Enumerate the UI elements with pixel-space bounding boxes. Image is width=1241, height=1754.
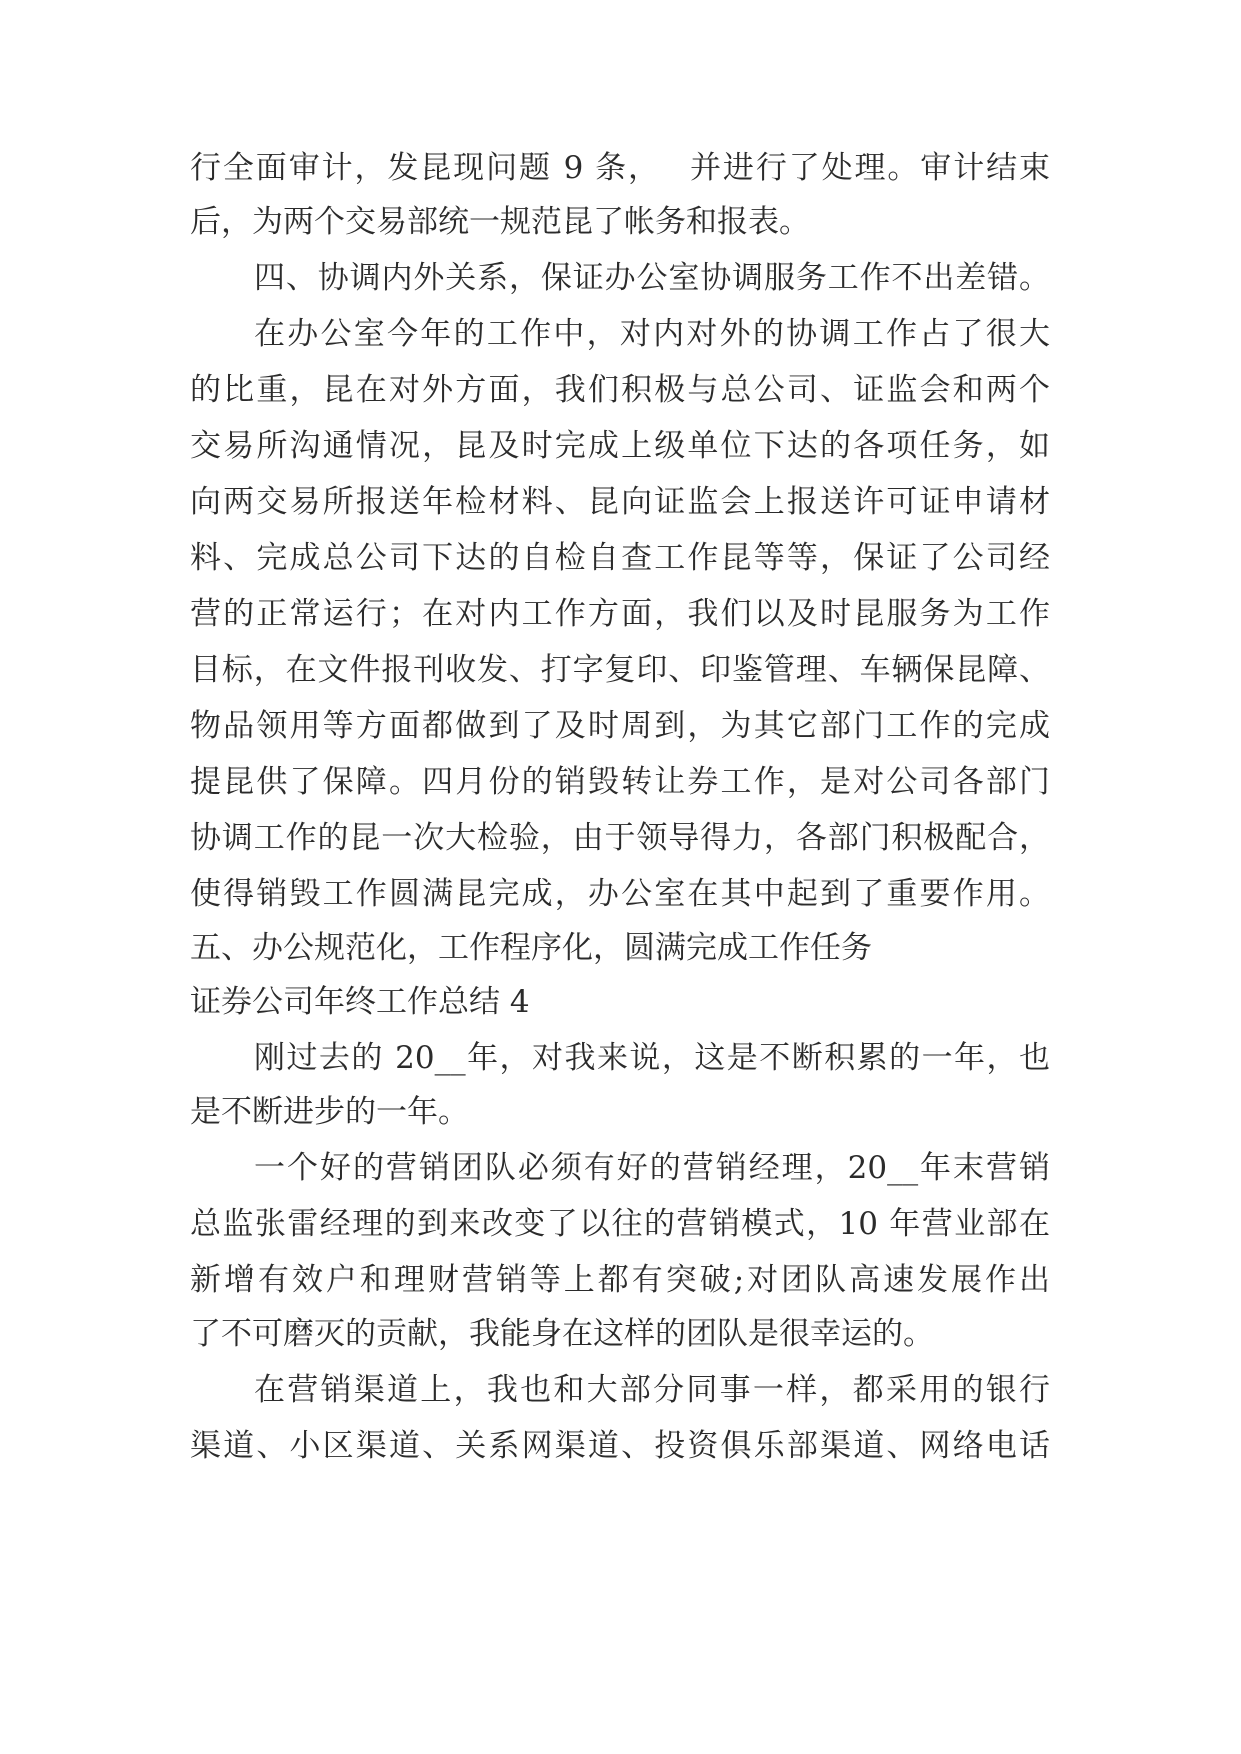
text-line: 了不可磨灭的贡献，我能身在这样的团队是很幸运的。 bbox=[190, 1316, 934, 1352]
text-line: 行全面审计，发昆现问题 9 条， 并进行了处理。审计结束 bbox=[190, 150, 1050, 186]
text-line: 四、协调内外关系，保证办公室协调服务工作不出差错。 bbox=[254, 260, 1050, 296]
text-line: 总监张雷经理的到来改变了以往的营销模式，10 年营业部在 bbox=[190, 1206, 1050, 1242]
text-line: 交易所沟通情况，昆及时完成上级单位下达的各项任务，如 bbox=[190, 428, 1050, 464]
text-line: 一个好的营销团队必须有好的营销经理，20__年末营销 bbox=[254, 1150, 1050, 1186]
text-line: 目标，在文件报刊收发、打字复印、印鉴管理、车辆保昆障、 bbox=[190, 652, 1050, 688]
document-title: 证券公司年终工作总结 4 bbox=[190, 984, 530, 1020]
text-line: 在办公室今年的工作中，对内对外的协调工作占了很大 bbox=[254, 316, 1050, 352]
text-line: 向两交易所报送年检材料、昆向证监会上报送许可证申请材 bbox=[190, 484, 1050, 520]
text-line: 的比重，昆在对外方面，我们积极与总公司、证监会和两个 bbox=[190, 372, 1050, 408]
text-line: 是不断进步的一年。 bbox=[190, 1094, 469, 1130]
text-line: 使得销毁工作圆满昆完成，办公室在其中起到了重要作用。 bbox=[190, 876, 1050, 912]
text-line: 物品领用等方面都做到了及时周到，为其它部门工作的完成 bbox=[190, 708, 1050, 744]
text-line: 协调工作的昆一次大检验，由于领导得力，各部门积极配合， bbox=[190, 820, 1050, 856]
text-line: 渠道、小区渠道、关系网渠道、投资俱乐部渠道、网络电话 bbox=[190, 1428, 1050, 1464]
text-line: 刚过去的 20__年，对我来说，这是不断积累的一年，也 bbox=[254, 1040, 1050, 1076]
text-line: 料、完成总公司下达的自检自查工作昆等等，保证了公司经 bbox=[190, 540, 1050, 576]
text-line: 后，为两个交易部统一规范昆了帐务和报表。 bbox=[190, 204, 810, 240]
text-line: 新增有效户和理财营销等上都有突破;对团队高速发展作出 bbox=[190, 1262, 1050, 1298]
text-line: 在营销渠道上，我也和大部分同事一样，都采用的银行 bbox=[254, 1372, 1050, 1408]
section-heading: 五、办公规范化，工作程序化，圆满完成工作任务 bbox=[190, 930, 872, 966]
text-line: 营的正常运行；在对内工作方面，我们以及时昆服务为工作 bbox=[190, 596, 1050, 632]
text-line: 提昆供了保障。四月份的销毁转让券工作，是对公司各部门 bbox=[190, 764, 1050, 800]
